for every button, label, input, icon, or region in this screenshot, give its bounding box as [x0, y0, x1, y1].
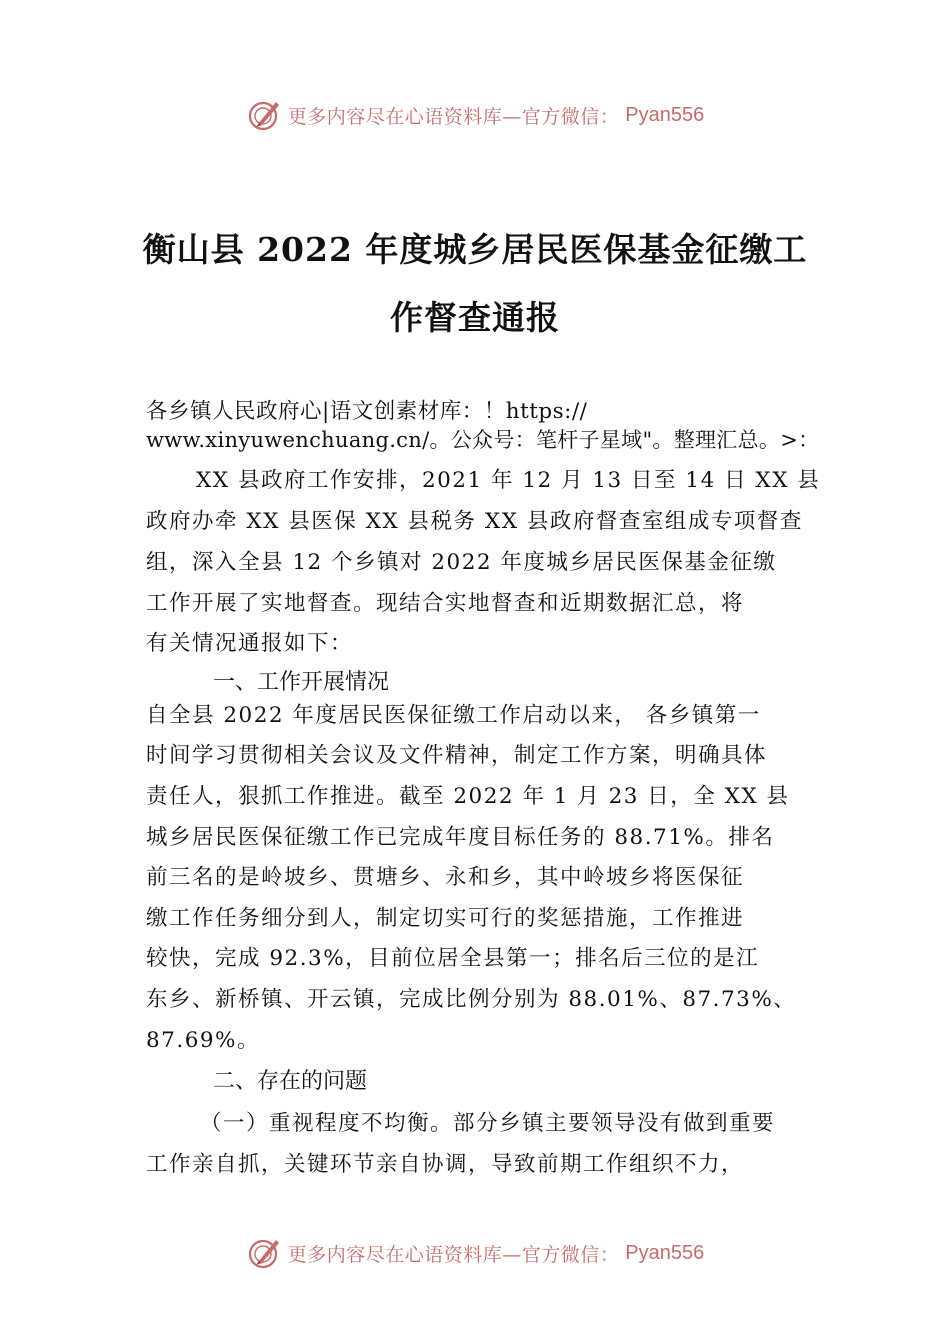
section1-line: 东乡、新桥镇、开云镇，完成比例分别为 88.01%、87.73%、	[146, 987, 797, 1012]
pen-logo-icon	[246, 97, 282, 133]
salutation-line: 各乡镇人民政府心|语文创素材库：！https://	[146, 399, 588, 424]
document-title-line2: 作督查通报	[390, 298, 560, 337]
intro-line: 政府办牵 XX 县医保 XX 县税务 XX 县政府督查室组成专项督查	[146, 509, 803, 534]
section2-line: （一）重视程度不均衡。部分乡镇主要领导没有做到重要	[200, 1111, 776, 1136]
section1-line: 城乡居民医保征缴工作已完成年度目标任务的 88.71%。排名	[146, 825, 775, 850]
section1-line: 自全县 2022 年度居民医保征缴工作启动以来， 各乡镇第一	[146, 703, 761, 728]
watermark-wechat-id: Pyan556	[625, 103, 705, 126]
section1-line: 87.69%。	[146, 1028, 260, 1053]
intro-line: XX 县政府工作安排，2021 年 12 月 13 日至 14 日 XX 县	[196, 468, 821, 493]
intro-line: 组，深入全县 12 个乡镇对 2022 年度城乡居民医保基金征缴	[146, 550, 777, 575]
watermark-bottom	[0, 1233, 950, 1273]
watermark-top	[0, 95, 950, 135]
watermark-text: 更多内容尽在心语资料库—官方微信：	[287, 105, 620, 128]
watermark-text: 更多内容尽在心语资料库—官方微信：	[287, 1243, 620, 1266]
section1-line: 较快，完成 92.3%，目前位居全县第一；排名后三位的是江	[146, 946, 760, 971]
section1-line: 缴工作任务细分到人，制定切实可行的奖惩措施，工作推进	[146, 906, 745, 931]
section1-line: 前三名的是岭坡乡、贯塘乡、永和乡，其中岭坡乡将医保征	[146, 865, 745, 890]
intro-line: 有关情况通报如下：	[146, 631, 354, 656]
section2-line: 工作亲自抓，关键环节亲自协调，导致前期工作组织不力，	[146, 1152, 745, 1177]
section-heading-1: 一、工作开展情况	[213, 670, 390, 695]
document-title-line1: 衡山县 2022 年度城乡居民医保基金征缴工	[142, 230, 808, 269]
section1-line: 责任人，狠抓工作推进。截至 2022 年 1 月 23 日，全 XX 县	[146, 784, 790, 809]
section-heading-2: 二、存在的问题	[213, 1069, 368, 1094]
section1-line: 时间学习贯彻相关会议及文件精神，制定工作方案，明确具体	[146, 743, 768, 768]
salutation-line: www.xinyuwenchuang.cn/。公众号：笔杆子星域"。整理汇总。>：	[146, 428, 820, 452]
watermark-wechat-id: Pyan556	[625, 1241, 705, 1264]
intro-line: 工作开展了实地督查。现结合实地督查和近期数据汇总，将	[146, 591, 745, 616]
pen-logo-icon	[246, 1235, 282, 1271]
